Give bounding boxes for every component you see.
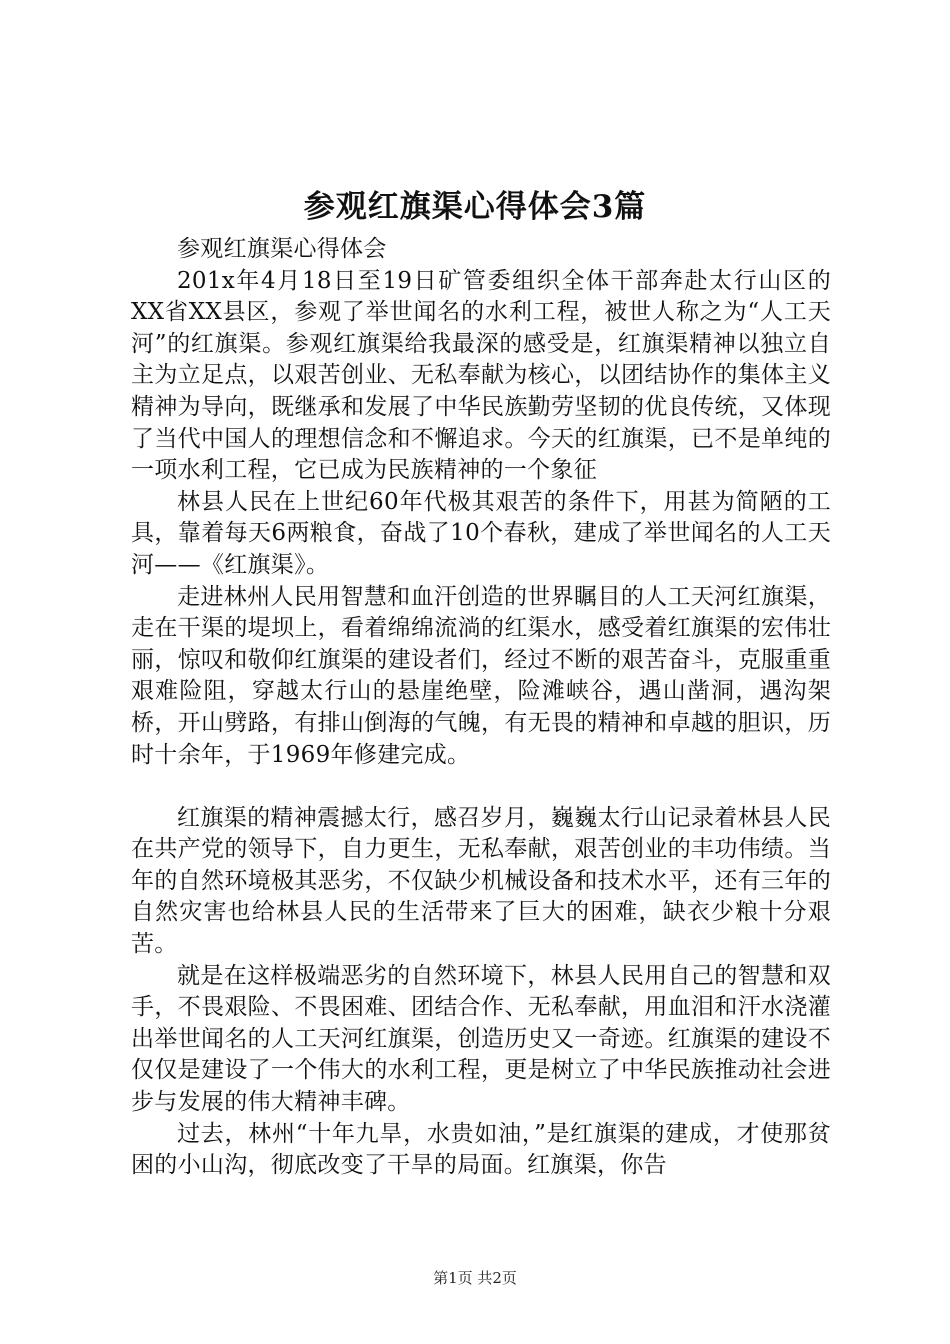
- document-title: 参观红旗渠心得体会3篇: [303, 189, 647, 225]
- paragraph-4: 红旗渠的精神震撼太行，感召岁月，巍巍太行山记录着林县人民在共产党的领导下，自力更生，无私奉献，艰苦创业的丰功伟绩。当年的自然环境极其恶劣，不仅缺少机械设备和技术水平，还有三年的自然灾害也给林县人民的生活带来了巨大的困难，缺衣少粮十分艰苦。: [131, 804, 831, 958]
- section-subtitle: 参观红旗渠心得体会: [177, 236, 387, 262]
- paragraph-1: 201x年4月18日至19日矿管委组织全体干部奔赴太行山区的XX省XX县区，参观了举世闻名的水利工程，被世人称之为“人工天河”的红旗渠。参观红旗渠给我最深的感受是，红旗渠精神以独立自主为立足点，以艰苦创业、无私奉献为核心，以团结协作的集体主义精神为导向，既继承和发展了中华民族勤劳坚韧的优良传统，又体现了当代中国人的理想信念和不懈追求。今天的红旗渠，已不是单纯的一项水利工程，它已成为民族精神的一个象征: [131, 267, 831, 484]
- paragraph-3: 走进林州人民用智慧和血汗创造的世界瞩目的人工天河红旗渠，走在干渠的堤坝上，看着绵绵流淌的红渠水，感受着红旗渠的宏伟壮丽，惊叹和敬仰红旗渠的建设者们，经过不断的艰苦奋斗，克服重重艰难险阻，穿越太行山的悬崖绝壁，险滩峡谷，遇山凿洞，遇沟架桥，开山劈路，有排山倒海的气魄，有无畏的精神和卓越的胆识，历时十余年，于1969年修建完成。: [131, 583, 831, 768]
- paragraph-6: 过去，林州“十年九旱，水贵如油，”是红旗渠的建成，才使那贫困的小山沟，彻底改变了干旱的局面。红旗渠，你告: [131, 1120, 831, 1179]
- paragraph-5: 就是在这样极端恶劣的自然环境下，林县人民用自己的智慧和双手，不畏艰险、不畏困难、团结合作、无私奉献，用血泪和汗水浇灌出举世闻名的人工天河红旗渠，创造历史又一奇迹。红旗渠的建设不仅仅是建设了一个伟大的水利工程，更是树立了中华民族推动社会进步与发展的伟大精神丰碑。: [131, 962, 831, 1116]
- paragraph-2: 林县人民在上世纪60年代极其艰苦的条件下，用甚为简陋的工具，靠着每天6两粮食，奋战了10个春秋，建成了举世闻名的人工天河——《红旗渠》。: [131, 488, 831, 578]
- document-body: [131, 234, 831, 1182]
- paragraph-spacer: [131, 771, 831, 803]
- page-footer: 第1页 共2页: [433, 1269, 517, 1287]
